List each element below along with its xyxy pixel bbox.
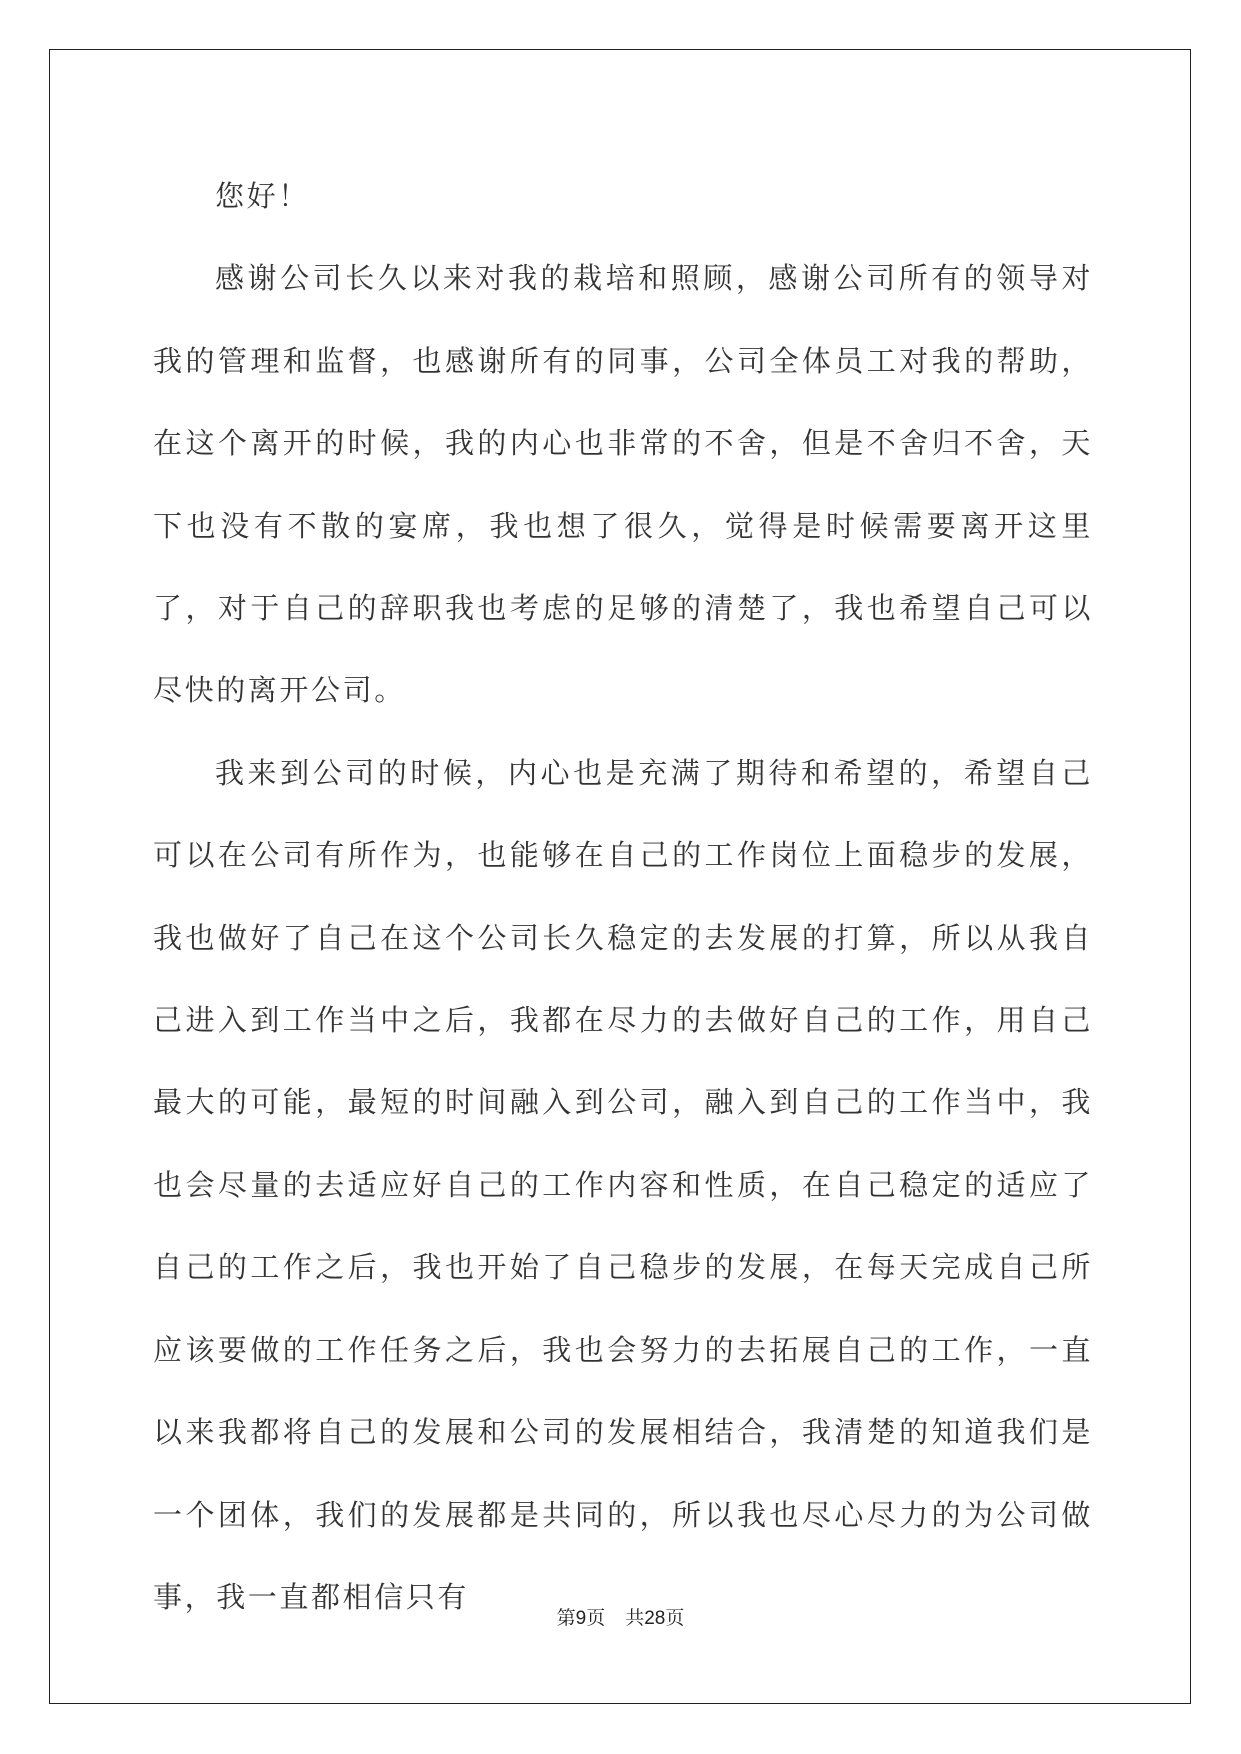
current-page-number: 9 <box>575 1608 587 1629</box>
paragraph: 我来到公司的时候，内心也是充满了期待和希望的，希望自己可以在公司有所作为，也能够在自己的工作岗位上面稳步的发展，我也做好了自己在这个公司长久稳定的去发展的打算，所以从我自己进入到工作当中之后，我都在尽力的去做好自己的工作，用自己最大的可能，最短的时间融入到公司，融入到自己的工作当中，我也会尽量的去适应好自己的工作内容和性质，在自己稳定的适应了自己的工作之后，我也开始了自己稳步的发展，在每天完成自己所应该要做的工作任务之后，我也会努力的去拓展自己的工作，一直以来我都将自己的发展和公司的发展相结合，我清楚的知道我们是一个团体，我们的发展都是共同的，所以我也尽心尽力的为公司做事，我一直都相信只有 <box>153 755 1093 1614</box>
page-number-footer <box>0 1603 1241 1630</box>
page-label-prefix: 第 <box>556 1607 576 1629</box>
page-label-suffix: 页 <box>586 1607 606 1629</box>
total-label-prefix: 共 <box>625 1607 645 1629</box>
greeting: 您好！ <box>215 179 310 213</box>
total-page-count: 28 <box>644 1608 666 1629</box>
total-label-suffix: 页 <box>665 1607 685 1629</box>
paragraph: 感谢公司长久以来对我的栽培和照顾，感谢公司所有的领导对我的管理和监督，也感谢所有的同事，公司全体员工对我的帮助，在这个离开的时候，我的内心也非常的不舍，但是不舍归不舍，天下也没有不散的宴席，我也想了很久，觉得是时候需要离开这里了，对于自己的辞职我也考虑的足够的清楚了，我也希望自己可以尽快的离开公司。 <box>153 261 1093 708</box>
document-body <box>153 155 1093 1638</box>
